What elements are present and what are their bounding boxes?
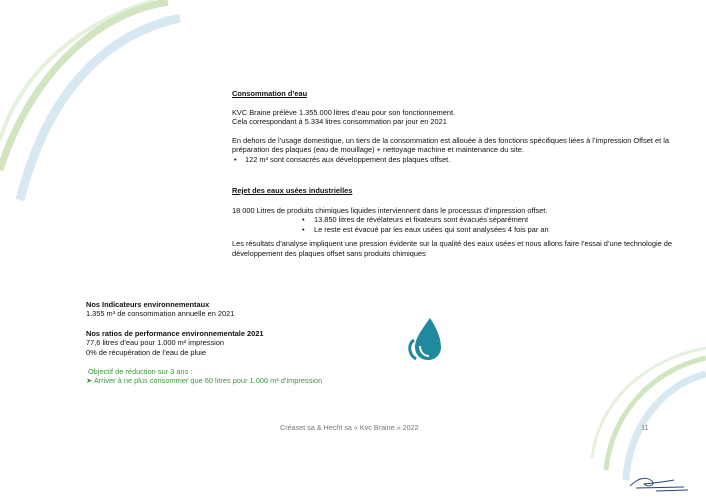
wastewater-bullet-2: • Le reste est évacué par les eaux usées qui sont analysées 4 fois par an: [232, 225, 682, 235]
signature-icon: [626, 472, 692, 494]
consumption-bullet: • 122 m³ sont consacrés aux développement des plaques offset.: [232, 155, 682, 165]
page-number: 11: [641, 423, 649, 432]
footer-credit: Créaset sa & Hecht sa « Kvc Braine » 2022: [280, 423, 419, 432]
objective-block: [86, 367, 322, 386]
decorative-arc-bottom-right: [586, 340, 706, 499]
water-drop-icon: [405, 316, 445, 362]
consumption-heading: Consommation d’eau: [232, 89, 308, 98]
consumption-paragraph: En dehors de l’usage domestique, un tiers de la consommation est allouée à des fonctions spécifiques liées à l’impression Offset et la préparation des plaques (eau de mouillage) + nettoyage machine et maintenance du site.: [232, 135, 669, 155]
objective-item: Arriver à ne plus consommer que 60 litres pour 1.000 m² d’impression: [93, 376, 323, 386]
arrow-bullet-icon: ➤: [86, 376, 93, 386]
ratios-block: [86, 329, 263, 357]
consumption-line-1: KVC Braine prélève 1.355.000 litres d’eau pour son fonctionnement.: [232, 107, 456, 117]
consumption-section: [232, 89, 682, 165]
ratio-line-2: 0% de récupération de l’eau de pluie: [86, 347, 206, 357]
ratios-heading: Nos ratios de performance environnementale 2021: [86, 329, 264, 338]
consumption-line-2: Cela correspondant à 5.334 litres consommation par jour en 2021: [232, 117, 447, 127]
decorative-arc-top-left: [0, 0, 200, 210]
wastewater-bullet-1: • 13.850 litres de révélateurs et fixateurs sont évacués séparément: [232, 215, 682, 225]
indicators-heading: Nos Indicateurs environnementaux: [86, 300, 210, 309]
indicators-value: 1.355 m³ de consommation annuelle en 2021: [86, 309, 235, 319]
wastewater-conclusion: Les résultats d’analyse impliquent une pression évidente sur la qualité des eaux usées et nous allons faire l’essai d’une technologie de développement des plaques offset sans produits chimiques: [232, 239, 673, 258]
wastewater-heading: Rejet des eaux usées industrielles: [232, 186, 353, 195]
ratio-line-1: 77,6 litres d’eau pour 1.000 m² impression: [86, 338, 225, 348]
wastewater-intro: 18 000 Litres de produits chimiques liquides interviennent dans le processus d’impression offset.: [232, 205, 548, 215]
wastewater-section: [232, 186, 682, 259]
indicators-block: [86, 300, 234, 319]
objective-heading: Objectif de réduction sur 3 ans :: [88, 367, 193, 376]
